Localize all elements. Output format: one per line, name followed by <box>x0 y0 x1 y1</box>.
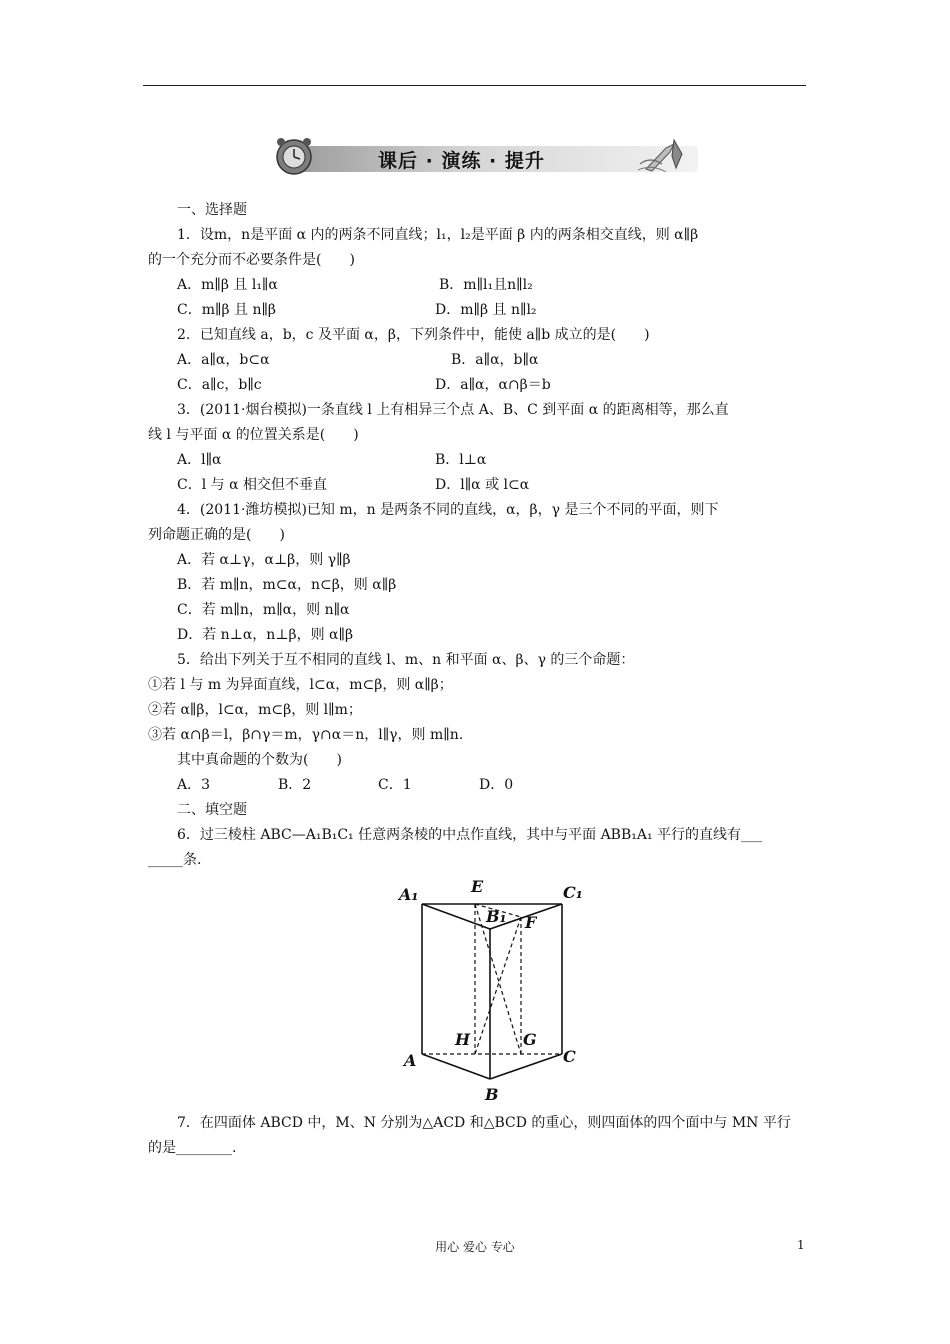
proposition-2: ②若 α∥β，l⊂α，m⊂β，则 l∥m； <box>148 702 362 718</box>
option-b: B．若 m∥n，m⊂α，n⊂β，则 α∥β <box>177 577 397 593</box>
footer-slogan: 用心 爱心 专心 <box>435 1240 515 1254</box>
page-number: 1 <box>797 1238 805 1252</box>
proposition-3: ③若 α∩β＝l，β∩γ＝m，γ∩α＝n，l∥γ，则 m∥n. <box>148 727 464 743</box>
question-5-options <box>148 773 810 798</box>
question-1-stem-cont: 的一个充分而不必要条件是( ) <box>148 252 355 268</box>
question-7-stem: 7．在四面体 ABCD 中，M、N 分别为△ACD 和△BCD 的重心，则四面体的四个面中与 MN 平行 <box>177 1115 791 1131</box>
question-5-ask: 其中真命题的个数为( ) <box>177 752 342 768</box>
question-2-options-ab <box>148 348 810 373</box>
option-b: B．a∥α，b∥α <box>451 352 539 368</box>
label-c1: C₁ <box>563 883 583 902</box>
question-content <box>148 198 810 873</box>
section-heading-choice: 一、选择题 <box>177 202 247 218</box>
question-4-stem-cont: 列命题正确的是( ) <box>148 527 285 543</box>
label-b: B <box>485 1085 499 1104</box>
question-3-stem-cont: 线 l 与平面 α 的位置关系是( ) <box>148 427 359 443</box>
question-7-stem-cont: 的是________. <box>148 1140 237 1156</box>
question-5-stem: 5．给出下列关于互不相同的直线 l、m、n 和平面 α、β、γ 的三个命题： <box>177 652 635 668</box>
question-3-stem: 3．(2011·烟台模拟)一条直线 l 上有相异三个点 A、B、C 到平面 α 的距离相等，那么直 <box>177 402 729 418</box>
section-banner-title: 课后 · 演练 · 提升 <box>378 150 545 172</box>
proposition-1: ①若 l 与 m 为异面直线，l⊂α，m⊂β，则 α∥β； <box>148 677 453 693</box>
edge-ab <box>422 1054 490 1079</box>
alarm-clock-icon <box>277 138 311 174</box>
option-d: D．若 n⊥α，n⊥β，则 α∥β <box>177 627 354 643</box>
label-h: H <box>455 1030 471 1049</box>
option-d: D．a∥α，α∩β＝b <box>435 377 551 393</box>
section-heading-fill: 二、填空题 <box>177 802 247 818</box>
option-d: D．0 <box>479 777 514 793</box>
option-c: C．a∥c，b∥c <box>177 377 262 393</box>
label-g: G <box>523 1030 537 1049</box>
option-d: D．m∥β 且 n∥l₂ <box>435 302 537 318</box>
question-6-stem: 6．过三棱柱 ABC—A₁B₁C₁ 任意两条棱的中点作直线，其中与平面 ABB₁A₁ 平行的直线有___ <box>177 827 763 843</box>
question-2-stem: 2．已知直线 a，b，c 及平面 α，β，下列条件中，能使 a∥b 成立的是( ) <box>177 327 650 343</box>
option-d: D．l∥α 或 l⊂α <box>435 477 530 493</box>
edge-bc <box>490 1054 562 1079</box>
header-rule <box>143 85 806 86</box>
question-6-stem-cont: _____条. <box>148 852 202 868</box>
option-a: A．3 <box>177 777 211 793</box>
label-e: E <box>471 877 484 896</box>
option-b: B．m∥l₁且n∥l₂ <box>439 277 533 293</box>
option-c: C．若 m∥n，m∥α，则 n∥α <box>177 602 350 618</box>
option-a: A．a∥α，b⊂α <box>177 352 270 368</box>
option-c: C．l 与 α 相交但不垂直 <box>177 477 327 493</box>
option-a: A．m∥β 且 l₁∥α <box>177 277 278 293</box>
label-c: C <box>563 1047 576 1066</box>
option-a: A．l∥α <box>177 452 222 468</box>
option-b: B．l⊥α <box>435 452 487 468</box>
question-1-options-ab <box>148 273 810 298</box>
label-f: F <box>525 913 537 932</box>
option-c: C．1 <box>378 777 412 793</box>
question-1-options-cd <box>148 298 810 323</box>
question-2-options-cd <box>148 373 810 398</box>
label-a1: A₁ <box>399 885 419 904</box>
question-7 <box>148 1111 810 1161</box>
option-a: A．若 α⊥γ，α⊥β，则 γ∥β <box>177 552 351 568</box>
option-c: C．m∥β 且 n∥β <box>177 302 277 318</box>
option-b: B．2 <box>278 777 312 793</box>
question-1-stem: 1．设m，n是平面 α 内的两条不同直线；l₁，l₂是平面 β 内的两条相交直线，则 α∥β <box>177 227 699 243</box>
question-3-options-ab <box>148 448 810 473</box>
question-4-stem: 4．(2011·潍坊模拟)已知 m，n 是两条不同的直线，α，β，γ 是三个不同的平面，则下 <box>177 502 719 518</box>
edge-a1b1 <box>422 904 490 929</box>
prism-figure <box>395 870 595 1105</box>
label-a: A <box>404 1051 417 1070</box>
question-3-options-cd <box>148 473 810 498</box>
label-b1: B₁ <box>486 907 507 926</box>
